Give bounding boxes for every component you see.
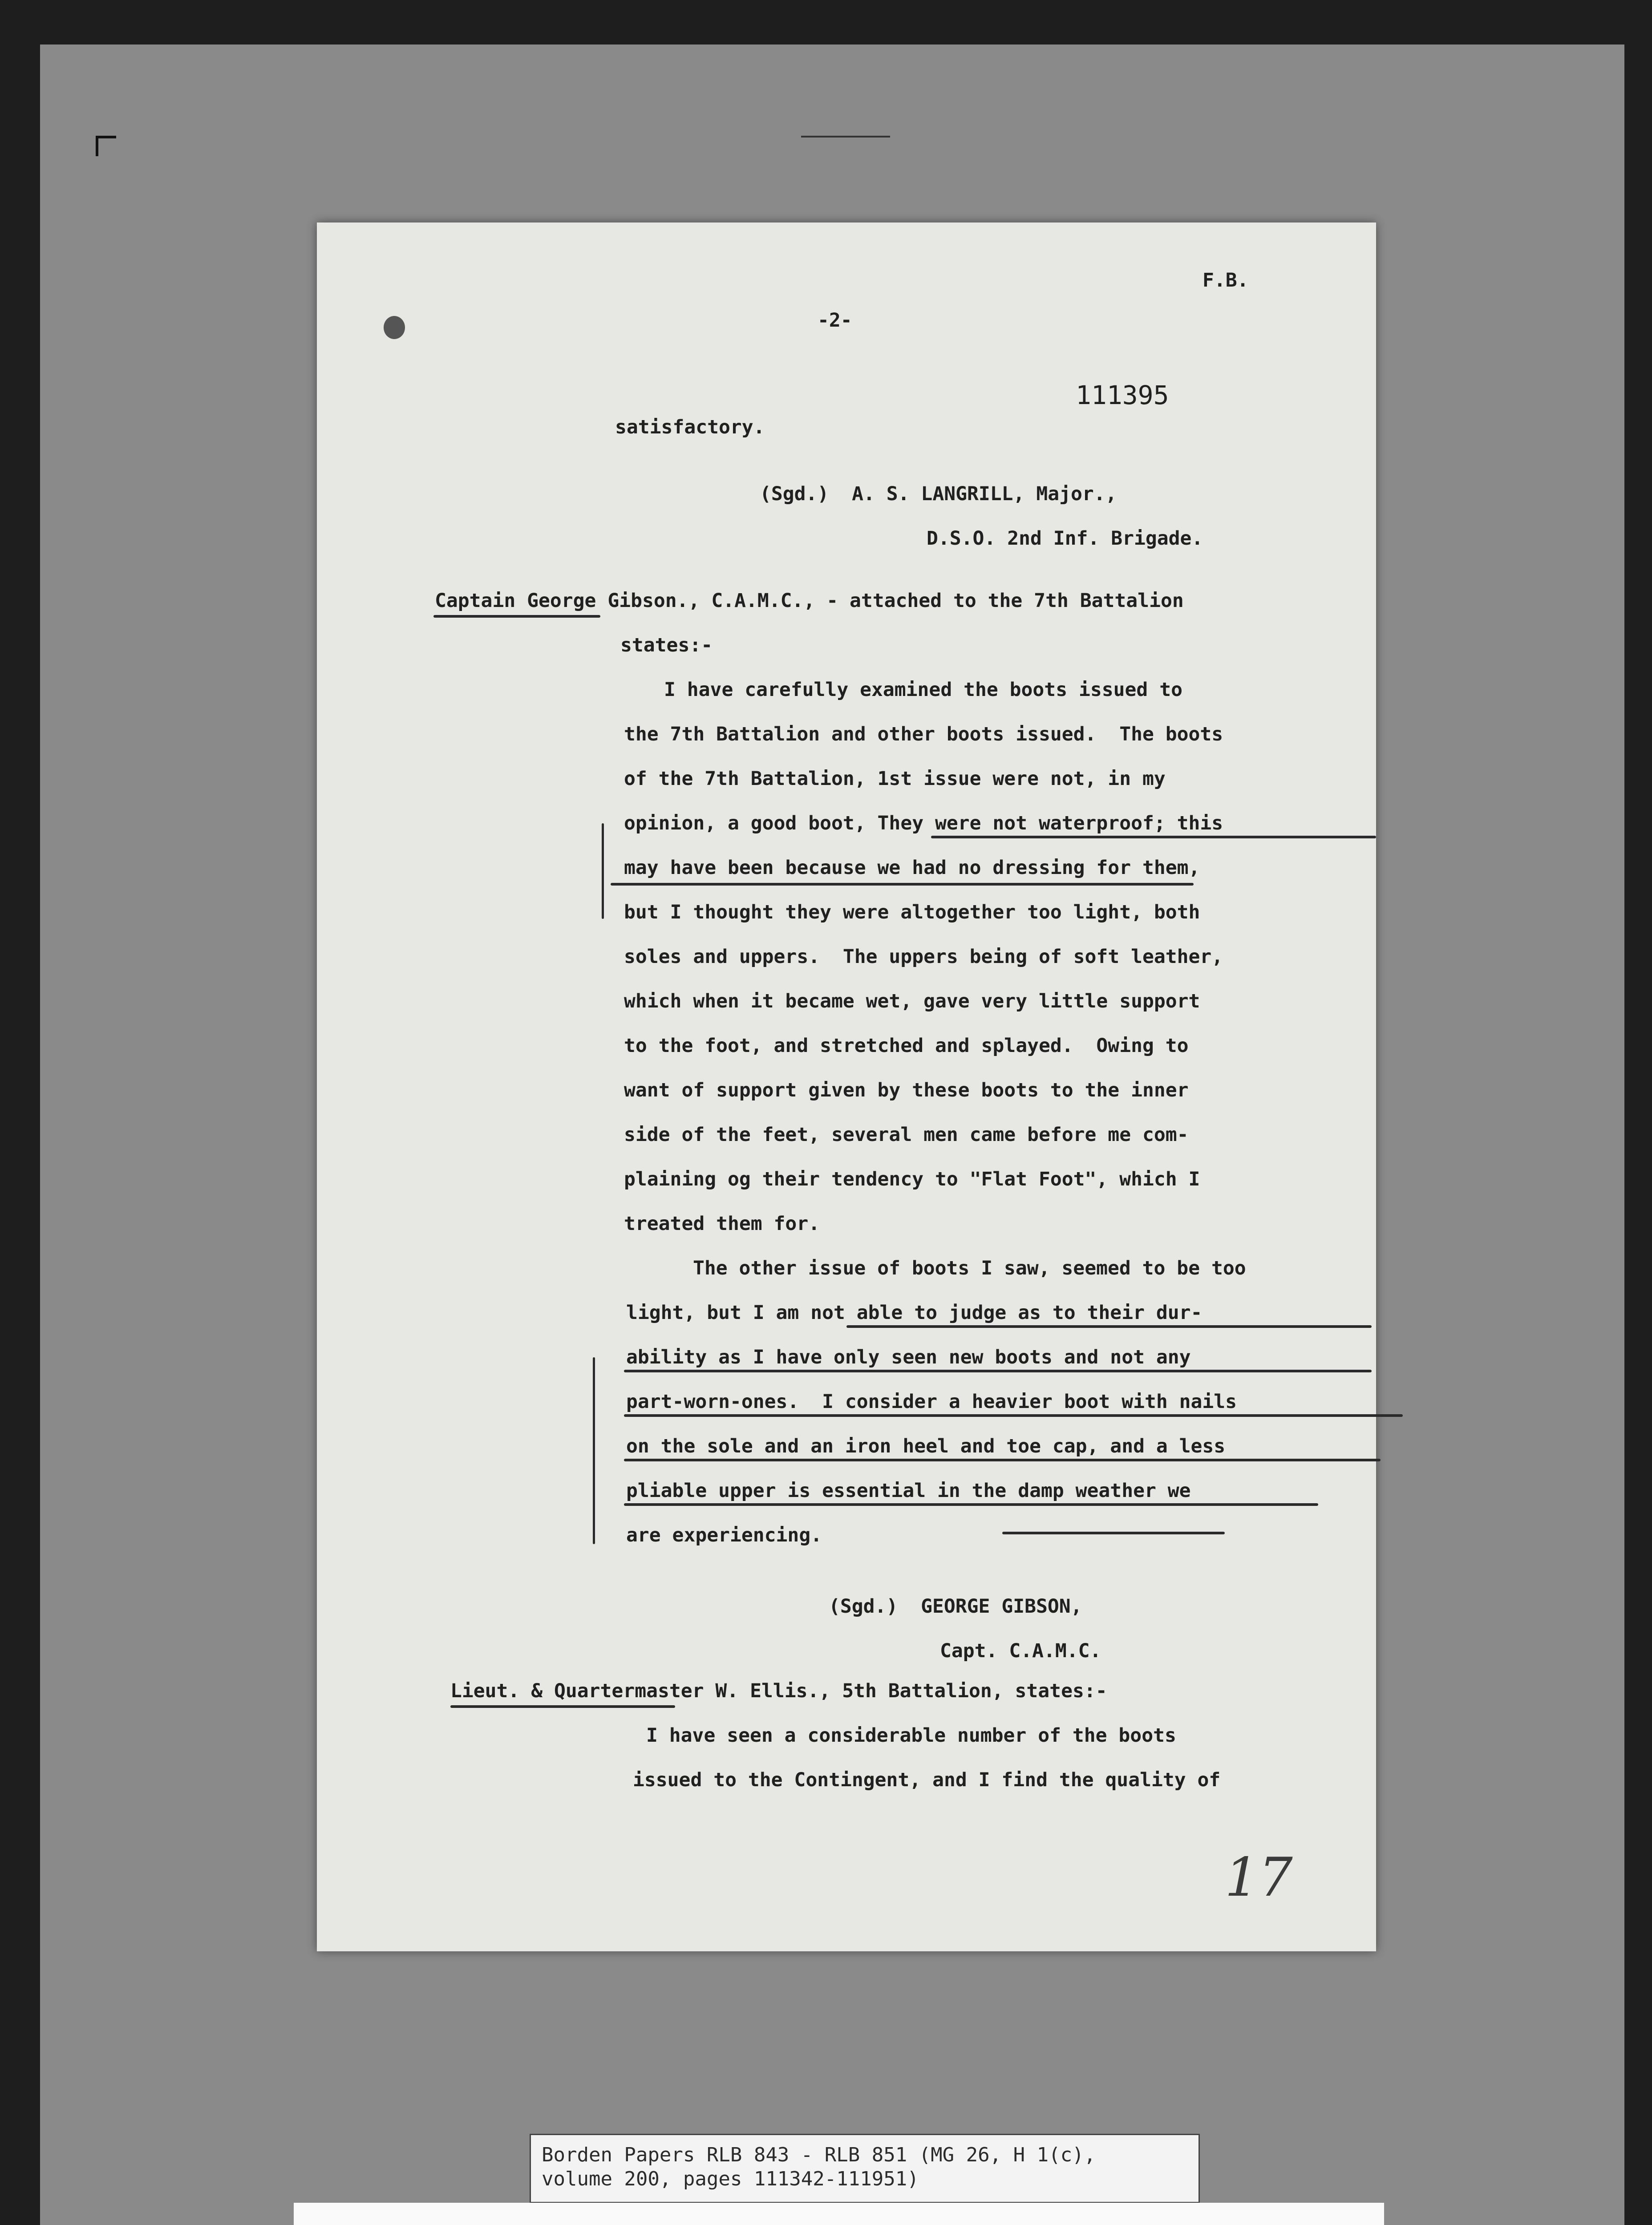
doc-line-24: pliable upper is essential in the damp weather we <box>626 1480 1191 1502</box>
doc-line-27: Capt. C.A.M.C. <box>940 1640 1101 1662</box>
doc-line-28: Lieut. & Quartermaster W. Ellis., 5th Battalion, states:- <box>450 1680 1107 1702</box>
margin-bracket-2 <box>593 1357 595 1544</box>
doc-line-11: but I thought they were altogether too light, both <box>624 901 1200 923</box>
doc-line-30: issued to the Contingent, and I find the quality of <box>633 1769 1221 1791</box>
doc-line-26: (Sgd.) GEORGE GIBSON, <box>829 1595 1082 1618</box>
underline-durability-2 <box>624 1370 1372 1372</box>
archives-card <box>294 2203 1384 2225</box>
doc-line-9: opinion, a good boot, They were not waterproof; this <box>624 812 1223 834</box>
underline-durability-4 <box>624 1459 1381 1461</box>
doc-line-10: may have been because we had no dressing for them, <box>624 857 1200 879</box>
underline-damp-weather <box>1002 1532 1225 1534</box>
underline-durability-1 <box>846 1325 1372 1328</box>
doc-line-25: are experiencing. <box>626 1524 822 1546</box>
doc-line-14: to the foot, and stretched and splayed. Owing to <box>624 1035 1189 1057</box>
doc-line-19: The other issue of boots I saw, seemed to be too <box>693 1257 1246 1279</box>
frame-tick-mark <box>801 136 890 138</box>
doc-line-8: of the 7th Battalion, 1st issue were not, in my <box>624 768 1166 790</box>
punch-hole <box>384 316 405 339</box>
page-number: -2- <box>818 309 852 332</box>
underline-name-gibson <box>433 615 600 618</box>
doc-line-16: side of the feet, several men came before me com- <box>624 1124 1189 1146</box>
doc-line-20: light, but I am not able to judge as to their dur- <box>626 1302 1203 1324</box>
doc-line-13: which when it became wet, gave very little support <box>624 990 1200 1012</box>
doc-line-29: I have seen a considerable number of the boots <box>646 1724 1176 1747</box>
underline-waterproof <box>931 836 1376 838</box>
doc-line-1: satisfactory. <box>615 416 765 438</box>
doc-line-17: plaining og their tendency to "Flat Foot", which I <box>624 1168 1200 1190</box>
doc-line-23: on the sole and an iron heel and toe cap, and a less <box>626 1435 1226 1457</box>
underline-durability-3 <box>624 1414 1403 1417</box>
doc-line-22: part-worn-ones. I consider a heavier boot with nails <box>626 1391 1237 1413</box>
reference-label <box>530 2134 1200 2203</box>
underline-durability-5 <box>624 1503 1318 1506</box>
doc-line-12: soles and uppers. The uppers being of soft leather, <box>624 946 1223 968</box>
handwritten-folio-number: 17 <box>1225 1847 1293 1909</box>
underline-dressing <box>611 883 1194 886</box>
archive-stamp-number: 111395 <box>1076 380 1169 410</box>
doc-line-4: Captain George Gibson., C.A.M.C., - attached to the 7th Battalion <box>435 590 1184 612</box>
doc-line-5: states:- <box>620 634 713 656</box>
reference-line-2: volume 200, pages 111342-111951) <box>542 2168 919 2190</box>
doc-line-15: want of support given by these boots to the inner <box>624 1079 1189 1101</box>
doc-line-3: D.S.O. 2nd Inf. Brigade. <box>927 527 1203 550</box>
doc-line-7: the 7th Battalion and other boots issued. The boots <box>624 723 1223 745</box>
margin-bracket-1 <box>602 823 604 919</box>
doc-line-2: (Sgd.) A. S. LANGRILL, Major., <box>760 483 1117 505</box>
frame-corner-mark <box>96 136 116 156</box>
document-page <box>317 222 1376 1951</box>
doc-line-21: ability as I have only seen new boots and not any <box>626 1346 1191 1368</box>
underline-name-ellis <box>450 1705 675 1708</box>
doc-line-18: treated them for. <box>624 1213 820 1235</box>
doc-line-6: I have carefully examined the boots issued to <box>664 679 1182 701</box>
reference-line-1: Borden Papers RLB 843 - RLB 851 (MG 26, H 1(c), <box>542 2144 1096 2166</box>
page-initials: F.B. <box>1203 269 1249 291</box>
